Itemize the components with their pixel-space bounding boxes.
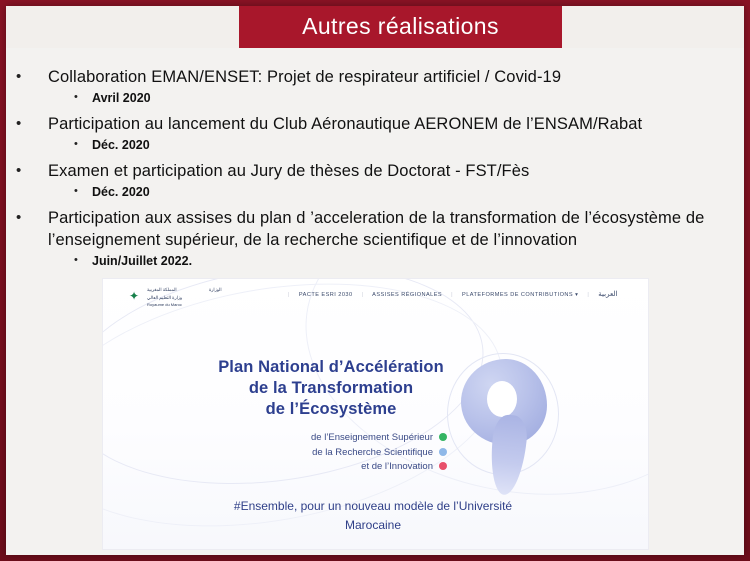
chevron-down-icon[interactable]: ▾: [575, 292, 579, 298]
poster-title-line-1: Plan National d’Accélération: [218, 358, 444, 376]
list-item-label: Participation au lancement du Club Aéronautique AERONEM de l’ENSAM/Rabat: [48, 115, 643, 133]
poster-footer: [163, 497, 583, 535]
poster-blob-graphic: [443, 353, 573, 503]
ministry-emblem: [125, 285, 255, 311]
nav-item-assises[interactable]: ASSISES RÉGIONALES: [372, 292, 443, 298]
emblem-french-line: Royaume du Maroc: [147, 302, 182, 307]
blob-hole-icon: [487, 381, 517, 417]
emblem-arabic-line-1: المملكة المغربية: [147, 287, 177, 292]
poster-subtitle-line-3: [191, 460, 447, 475]
poster-navigation: [281, 290, 617, 298]
poster-subtitle-text-1: de l’Enseignement Supérieur: [311, 432, 433, 443]
title-band-right-mask: [562, 6, 744, 48]
bullet-marker: •: [16, 68, 22, 85]
poster-footer-line-1: #Ensemble, pour un nouveau modèle de l’Université: [233, 499, 513, 513]
nav-item-pacte[interactable]: PACTE ESRI 2030: [298, 292, 353, 298]
poster-subtitle: [191, 431, 447, 475]
poster-footer-line-2: Marocaine: [344, 518, 402, 532]
sub-bullet-marker: •: [74, 138, 78, 150]
poster-subtitle-line-2: [191, 446, 447, 461]
nav-item-language[interactable]: العربية: [598, 291, 618, 298]
star-icon: ✦: [129, 289, 140, 303]
morocco-crest-icon: [125, 286, 145, 308]
list-subitem-label: Déc. 2020: [92, 185, 150, 199]
nav-separator: |: [361, 292, 364, 298]
list-item-label: Participation aux assises du plan d ’acceleration de la transformation de l’écosystème de l’enseignement supérieur, de la recherche scientifique et de l’innovation: [48, 209, 705, 249]
list-subitem: [6, 184, 744, 201]
list-item-label: Collaboration EMAN/ENSET: Projet de respirateur artificiel / Covid-19: [48, 68, 562, 86]
presentation-slide: [6, 6, 744, 555]
poster-subtitle-line-1: [191, 431, 447, 446]
list-item-label: Examen et participation au Jury de thèses de Doctorat - FST/Fès: [48, 162, 530, 180]
sub-bullet-marker: •: [74, 254, 78, 266]
list-subitem: [6, 137, 744, 154]
embedded-poster-image: [102, 278, 649, 550]
page-title: Autres réalisations: [302, 13, 499, 39]
poster-header: [103, 279, 648, 313]
title-band-left-mask: [6, 6, 239, 48]
sub-bullet-marker: •: [74, 185, 78, 197]
list-item: [6, 113, 744, 135]
list-subitem-label: Juin/Juillet 2022.: [92, 254, 193, 268]
bullet-marker: •: [16, 162, 22, 179]
list-subitem-label: Avril 2020: [92, 91, 151, 105]
poster-title-line-3: de l’Écosystème: [265, 400, 397, 418]
list-subitem: [6, 90, 744, 107]
slide-title-band: [6, 6, 744, 48]
emblem-right-arabic: الوزارة: [209, 287, 222, 292]
bullet-marker: •: [16, 209, 22, 226]
emblem-arabic-line-2: وزارة التعليم العالي: [147, 295, 183, 300]
list-subitem-label: Déc. 2020: [92, 138, 150, 152]
list-item: [6, 66, 744, 88]
poster-title: [191, 357, 471, 420]
nav-separator: |: [451, 292, 454, 298]
bullet-marker: •: [16, 115, 22, 132]
nav-separator: |: [587, 292, 590, 298]
sub-bullet-marker: •: [74, 91, 78, 103]
poster-title-line-2: de la Transformation: [248, 379, 414, 397]
list-item: [6, 207, 744, 251]
slide-body: [6, 50, 744, 276]
nav-separator: |: [288, 292, 290, 298]
poster-subtitle-text-3: et de l’Innovation: [361, 461, 433, 472]
poster-subtitle-text-2: de la Recherche Scientifique: [312, 446, 433, 458]
nav-item-plateformes[interactable]: PLATEFORMES DE CONTRIBUTIONS: [462, 292, 574, 298]
list-subitem: [6, 253, 744, 270]
list-item: [6, 160, 744, 182]
